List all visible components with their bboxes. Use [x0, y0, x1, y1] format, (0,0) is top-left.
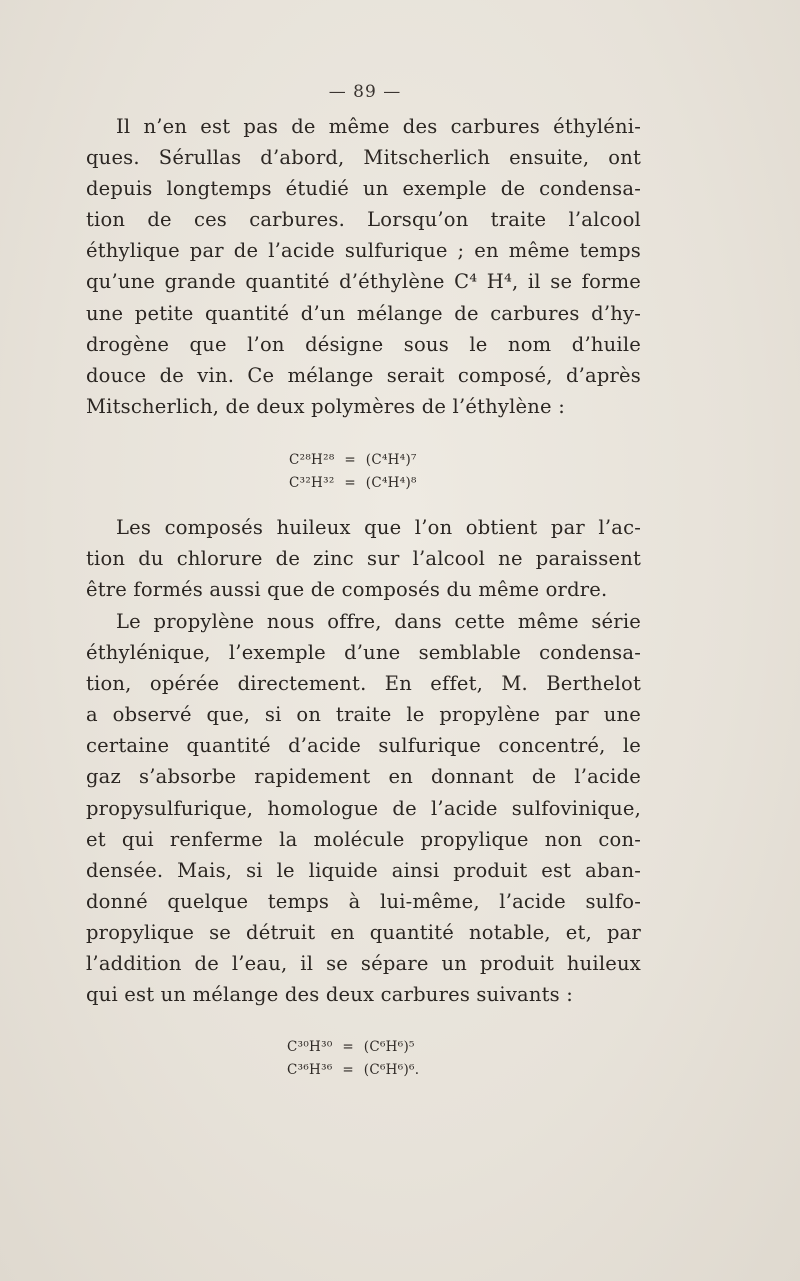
text-line: tion, opérée directement. En effet, M. Berthelot — [86, 672, 641, 696]
text-line: douce de vin. Ce mélange serait composé, d’après — [86, 363, 641, 387]
formula-row — [289, 472, 417, 495]
text-line: Les composés huileux que l’on obtient par l’ac- — [116, 516, 641, 539]
formula-lhs: C³²H³² — [289, 475, 335, 491]
text-line: drogène que l’on désigne sous le nom d’huile — [86, 332, 641, 356]
text-line: et qui renferme la molécule propylique non con- — [86, 827, 641, 851]
formula-rhs: (C⁴H⁴)⁷ — [365, 452, 417, 468]
formula-row — [289, 449, 417, 472]
text-line: qu’une grande quantité d’éthylène C⁴ H⁴, il se forme — [86, 270, 641, 294]
paragraph-3 — [86, 606, 641, 1010]
formula-equals: = — [342, 1062, 354, 1078]
formula-lhs: C²⁸H²⁸ — [289, 452, 335, 468]
text-line: tion de ces carbures. Lorsqu’on traite l’alcool — [86, 208, 641, 232]
text-line: depuis longtemps étudié un exemple de condensa- — [86, 177, 641, 201]
text-line: ques. Sérullas d’abord, Mitscherlich ensuite, ont — [86, 146, 641, 170]
text-line: donné quelque temps à lui-même, l’acide sulfo- — [86, 889, 641, 913]
text-line: certaine quantité d’acide sulfurique concentré, le — [86, 734, 641, 758]
paragraph-2 — [86, 512, 641, 605]
text-line: propylique se détruit en quantité notable, et, par — [86, 920, 641, 944]
formula-block-1 — [289, 449, 417, 495]
paragraph-1 — [86, 111, 641, 422]
text-line: gaz s’absorbe rapidement en donnant de l’acide — [86, 765, 641, 789]
text-line: éthylique par de l’acide sulfurique ; en même temps — [86, 239, 641, 263]
formula-row — [287, 1059, 419, 1082]
text-line: Mitscherlich, de deux polymères de l’éthylène : — [86, 394, 565, 418]
formula-equals: = — [344, 452, 356, 468]
text-line: éthylénique, l’exemple d’une semblable condensa- — [86, 641, 641, 665]
formula-equals: = — [342, 1039, 354, 1055]
text-line: propysulfurique, homologue de l’acide sulfovinique, — [86, 796, 641, 820]
text-line: tion du chlorure de zinc sur l’alcool ne paraissent — [86, 547, 641, 571]
text-line: Il n’en est pas de même des carbures éthyléni- — [116, 115, 641, 138]
text-line: l’addition de l’eau, il se sépare un produit huileux — [86, 952, 641, 976]
text-line: être formés aussi que de composés du même ordre. — [86, 578, 608, 602]
formula-lhs: C³⁰H³⁰ — [287, 1039, 333, 1055]
text-line: Le propylène nous offre, dans cette même série — [116, 610, 641, 633]
formula-rhs: (C⁶H⁶)⁶. — [363, 1062, 420, 1078]
formula-lhs: C³⁶H³⁶ — [287, 1062, 333, 1078]
formula-block-2 — [287, 1036, 419, 1082]
formula-row — [287, 1036, 419, 1059]
text-line: a observé que, si on traite le propylène par une — [86, 703, 641, 727]
formula-rhs: (C⁶H⁶)⁵ — [363, 1039, 415, 1055]
text-line: densée. Mais, si le liquide ainsi produit est aban- — [86, 858, 641, 882]
formula-equals: = — [344, 475, 356, 491]
text-line: qui est un mélange des deux carbures suivants : — [86, 983, 574, 1007]
text-line: une petite quantité d’un mélange de carbures d’hy- — [86, 301, 641, 325]
page-number: — 89 — — [328, 82, 402, 102]
formula-rhs: (C⁴H⁴)⁸ — [365, 475, 417, 491]
